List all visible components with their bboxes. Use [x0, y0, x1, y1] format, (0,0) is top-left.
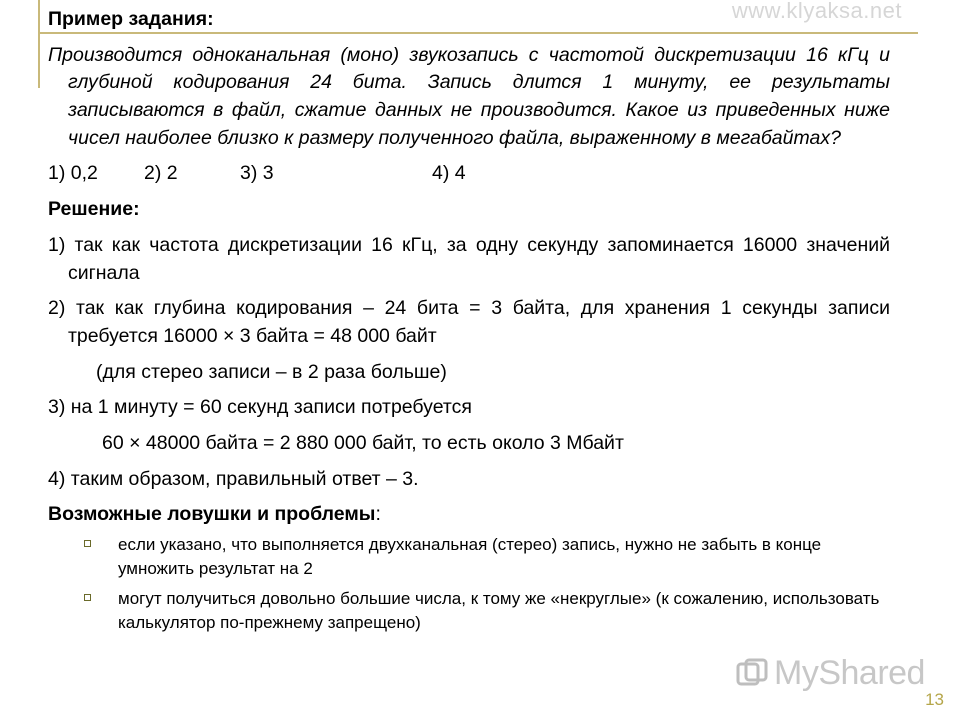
solution-step-3: 3) на 1 минуту = 60 секунд записи потребуется: [48, 396, 472, 419]
pitfall-text: если указано, что выполняется двухканальная (стерео) запись, нужно не забыть в конце умножить результат на 2: [118, 535, 822, 579]
square-bullet-icon: [84, 540, 91, 547]
answer-option-4: 4) 4: [432, 162, 466, 185]
solution-step-4: 4) таким образом, правильный ответ – 3.: [48, 467, 419, 490]
frame-line-vertical: [38, 0, 40, 88]
solution-step-2-note: (для стерео записи – в 2 раза больше): [96, 360, 447, 383]
answer-option-1: 1) 0,2: [48, 162, 98, 185]
pitfall-item: [48, 587, 890, 635]
myshared-label: MyShared: [774, 654, 925, 692]
pitfalls-heading: Возможные ловушки и проблемы: [48, 503, 376, 526]
answer-options: [48, 160, 890, 188]
solution-step-1: 1) так как частота дискретизации 16 кГц, за одну секунду запоминается 16000 значений сигнала: [48, 233, 890, 284]
solution-heading: Решение:: [48, 198, 140, 221]
myshared-watermark: [736, 654, 925, 693]
myshared-logo-icon: [736, 658, 768, 690]
page-number: 13: [925, 690, 944, 709]
solution-step-2: 2) так как глубина кодирования – 24 бита = 3 байта, для хранения 1 секунды записи требуется 16000 × 3 байта = 48 000 байт: [48, 297, 890, 347]
pitfalls-heading-line: [48, 501, 890, 529]
solution-step-3-calc: 60 × 48000 байта = 2 880 000 байт, то есть около 3 Мбайт: [102, 431, 624, 454]
answer-option-3: 3) 3: [240, 162, 274, 185]
example-heading: Пример задания:: [48, 8, 214, 30]
pitfall-item: [48, 533, 890, 581]
pitfall-text: могут получиться довольно большие числа, к тому же «некруглые» (к сожалению, использовать калькулятор по-прежнему запрещено): [118, 589, 880, 633]
slide-content: [48, 6, 890, 642]
pitfalls-heading-colon: :: [375, 503, 381, 526]
site-watermark: www.klyaksa.net: [731, 0, 902, 23]
square-bullet-icon: [84, 594, 91, 601]
pitfalls-list: [48, 533, 890, 636]
answer-option-2: 2) 2: [144, 162, 178, 185]
task-text: Производится одноканальная (моно) звукозапись с частотой дискретизации 16 кГц и глубиной кодирования 24 бита. Запись длится 1 минуту, ее результаты записываются в файл, сжатие данных не производится. Какое из приведенных ниже чисел наиболее близко к размеру полученного файла, выраженному в мегабайтах?: [48, 43, 890, 149]
